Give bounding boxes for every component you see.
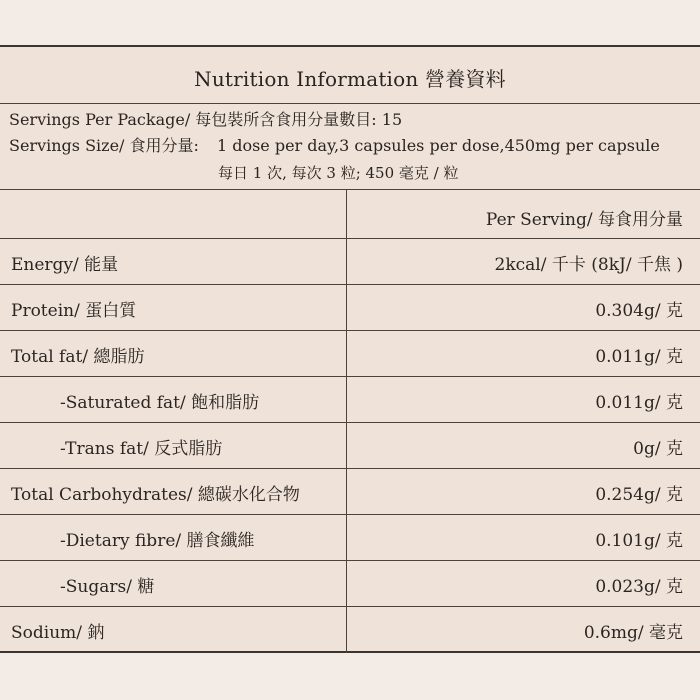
title-divider xyxy=(0,103,700,104)
nutrient-label: -Trans fat/ 反式脂肪 xyxy=(60,439,223,459)
nutrient-label: Energy/ 能量 xyxy=(11,255,119,275)
nutrient-label: Total fat/ 總脂肪 xyxy=(11,347,145,367)
nutrient-value: 0.011g/ 克 xyxy=(595,393,683,413)
table-row xyxy=(0,330,700,376)
table-row xyxy=(0,422,700,468)
table-row xyxy=(0,376,700,422)
nutrient-label: -Saturated fat/ 飽和脂肪 xyxy=(60,393,260,413)
nutrient-label: -Dietary fibre/ 膳食纖維 xyxy=(60,531,255,551)
info-divider xyxy=(0,189,700,190)
table-row xyxy=(0,468,700,514)
nutrition-panel xyxy=(0,45,700,653)
nutrient-value: 0.304g/ 克 xyxy=(595,301,683,321)
table-row xyxy=(0,514,700,560)
table-row xyxy=(0,284,700,330)
table-row xyxy=(0,238,700,284)
serving-size-label: Servings Size/ 食用分量: xyxy=(9,136,199,155)
table-row xyxy=(0,606,700,652)
nutrient-value: 0g/ 克 xyxy=(633,439,683,459)
serving-size-value: 1 dose per day,3 capsules per dose,450mg per capsule xyxy=(216,136,660,155)
nutrient-value: 0.6mg/ 毫克 xyxy=(583,623,683,643)
nutrient-value: 2kcal/ 千卡 (8kJ/ 千焦 ) xyxy=(494,255,683,275)
serving-size-line xyxy=(9,133,660,156)
nutrient-label: Protein/ 蛋白質 xyxy=(11,301,137,321)
table-row xyxy=(0,560,700,606)
panel-title: Nutrition Information 營養資料 xyxy=(194,67,506,91)
nutrient-value: 0.101g/ 克 xyxy=(595,531,683,551)
nutrient-value: 0.254g/ 克 xyxy=(595,485,683,505)
nutrient-label: Sodium/ 鈉 xyxy=(11,623,105,643)
nutrient-label: -Sugars/ 糖 xyxy=(60,577,155,597)
nutrient-label: Total Carbohydrates/ 總碳水化合物 xyxy=(11,485,300,505)
servings-per-package-label: Servings Per Package/ 每包裝所含食用分量數目: xyxy=(9,110,377,129)
per-serving-header: Per Serving/ 每食用分量 xyxy=(485,210,683,230)
servings-per-package-value: 15 xyxy=(381,110,403,129)
nutrient-value: 0.023g/ 克 xyxy=(595,577,683,597)
nutrient-value: 0.011g/ 克 xyxy=(595,347,683,367)
serving-size-value-zh: 每日 1 次, 每次 3 粒; 450 毫克 / 粒 xyxy=(218,164,459,182)
servings-per-package-line xyxy=(9,107,402,130)
